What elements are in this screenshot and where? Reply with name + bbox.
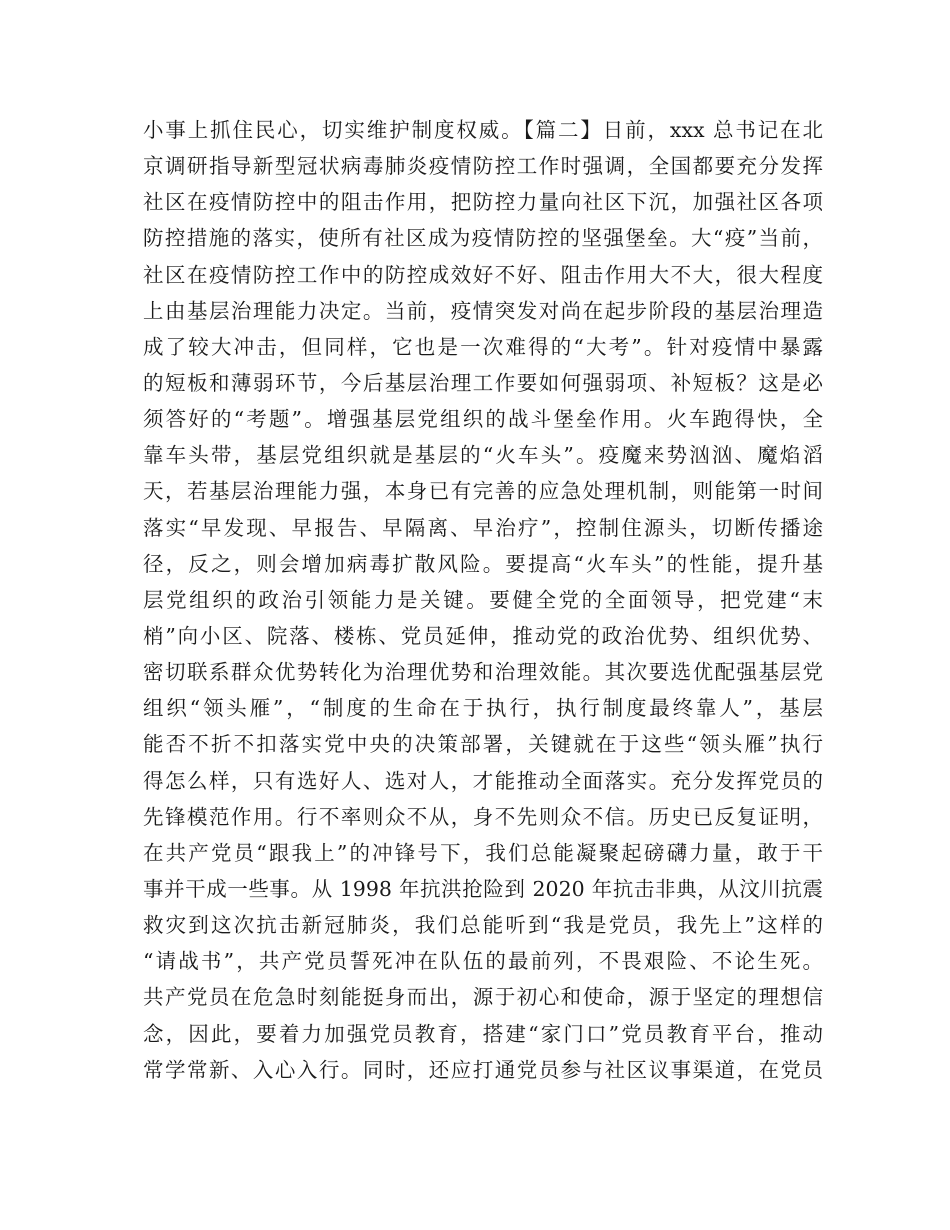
text-line: 天，若基层治理能力强，本身已有完善的应急处理机制，则能第一时间 [143,479,823,504]
text-line: 上由基层治理能力决定。当前，疫情突发对尚在起步阶段的基层治理造 [143,298,823,323]
text-line: 先锋模范作用。行不率则众不从，身不先则众不信。历史已反复证明， [143,804,823,829]
body-text [143,112,823,1088]
text-line: 社区在疫情防控工作中的防控成效好不好、阻击作用大不大，很大程度 [143,262,823,287]
text-line: 梢”向小区、院落、楼栋、党员延伸，推动党的政治优势、组织优势、 [143,623,823,648]
text-line: 落实“早发现、早报告、早隔离、早治疗”，控制住源头，切断传播途 [143,515,823,540]
text-line: 社区在疫情防控中的阻击作用，把防控力量向社区下沉，加强社区各项 [143,190,823,215]
text-line: 层党组织的政治引领能力是关键。要健全党的全面领导，把党建“末 [143,587,823,612]
text-line: “请战书”，共产党员誓死冲在队伍的最前列，不畏艰险、不论生死。 [143,949,823,974]
text-line: 防控措施的落实，使所有社区成为疫情防控的坚强堡垒。大“疫”当前， [143,226,823,251]
text-line: 小事上抓住民心，切实维护制度权威。【篇二】日前，xxx 总书记在北 [143,118,823,142]
text-line: 常学常新、入心入行。同时，还应打通党员参与社区议事渠道，在党员 [143,1057,823,1082]
text-line: 救灾到这次抗击新冠肺炎，我们总能听到“我是党员，我先上”这样的 [143,913,823,938]
text-line: 事并干成一些事。从 1998 年抗洪抢险到 2020 年抗击非典，从汶川抗震 [143,876,823,901]
text-line: 得怎么样，只有选好人、选对人，才能推动全面落实。充分发挥党员的 [143,768,823,793]
text-line: 能否不折不扣落实党中央的决策部署，关键就在于这些“领头雁”执行 [143,732,823,757]
text-line: 念，因此，要着力加强党员教育，搭建“家门口”党员教育平台，推动 [143,1021,823,1046]
text-line: 组织“领头雁”，“制度的生命在于执行，执行制度最终靠人”，基层 [143,696,823,721]
text-line: 须答好的“考题”。增强基层党组织的战斗堡垒作用。火车跑得快，全 [143,407,823,432]
text-line: 在共产党员“跟我上”的冲锋号下，我们总能凝聚起磅礴力量，敢于干 [143,840,823,865]
text-line: 京调研指导新型冠状病毒肺炎疫情防控工作时强调，全国都要充分发挥 [143,154,823,179]
text-line: 靠车头带，基层党组织就是基层的“火车头”。疫魔来势汹汹、魔焰滔 [143,443,823,468]
text-line: 共产党员在危急时刻能挺身而出，源于初心和使命，源于坚定的理想信 [143,985,823,1010]
text-line: 密切联系群众优势转化为治理优势和治理效能。其次要选优配强基层党 [143,660,823,685]
text-line: 成了较大冲击，但同样，它也是一次难得的“大考”。针对疫情中暴露 [143,334,823,359]
text-line: 的短板和薄弱环节，今后基层治理工作要如何强弱项、补短板？这是必 [143,370,823,395]
text-line: 径，反之，则会增加病毒扩散风险。要提高“火车头”的性能，提升基 [143,551,823,576]
